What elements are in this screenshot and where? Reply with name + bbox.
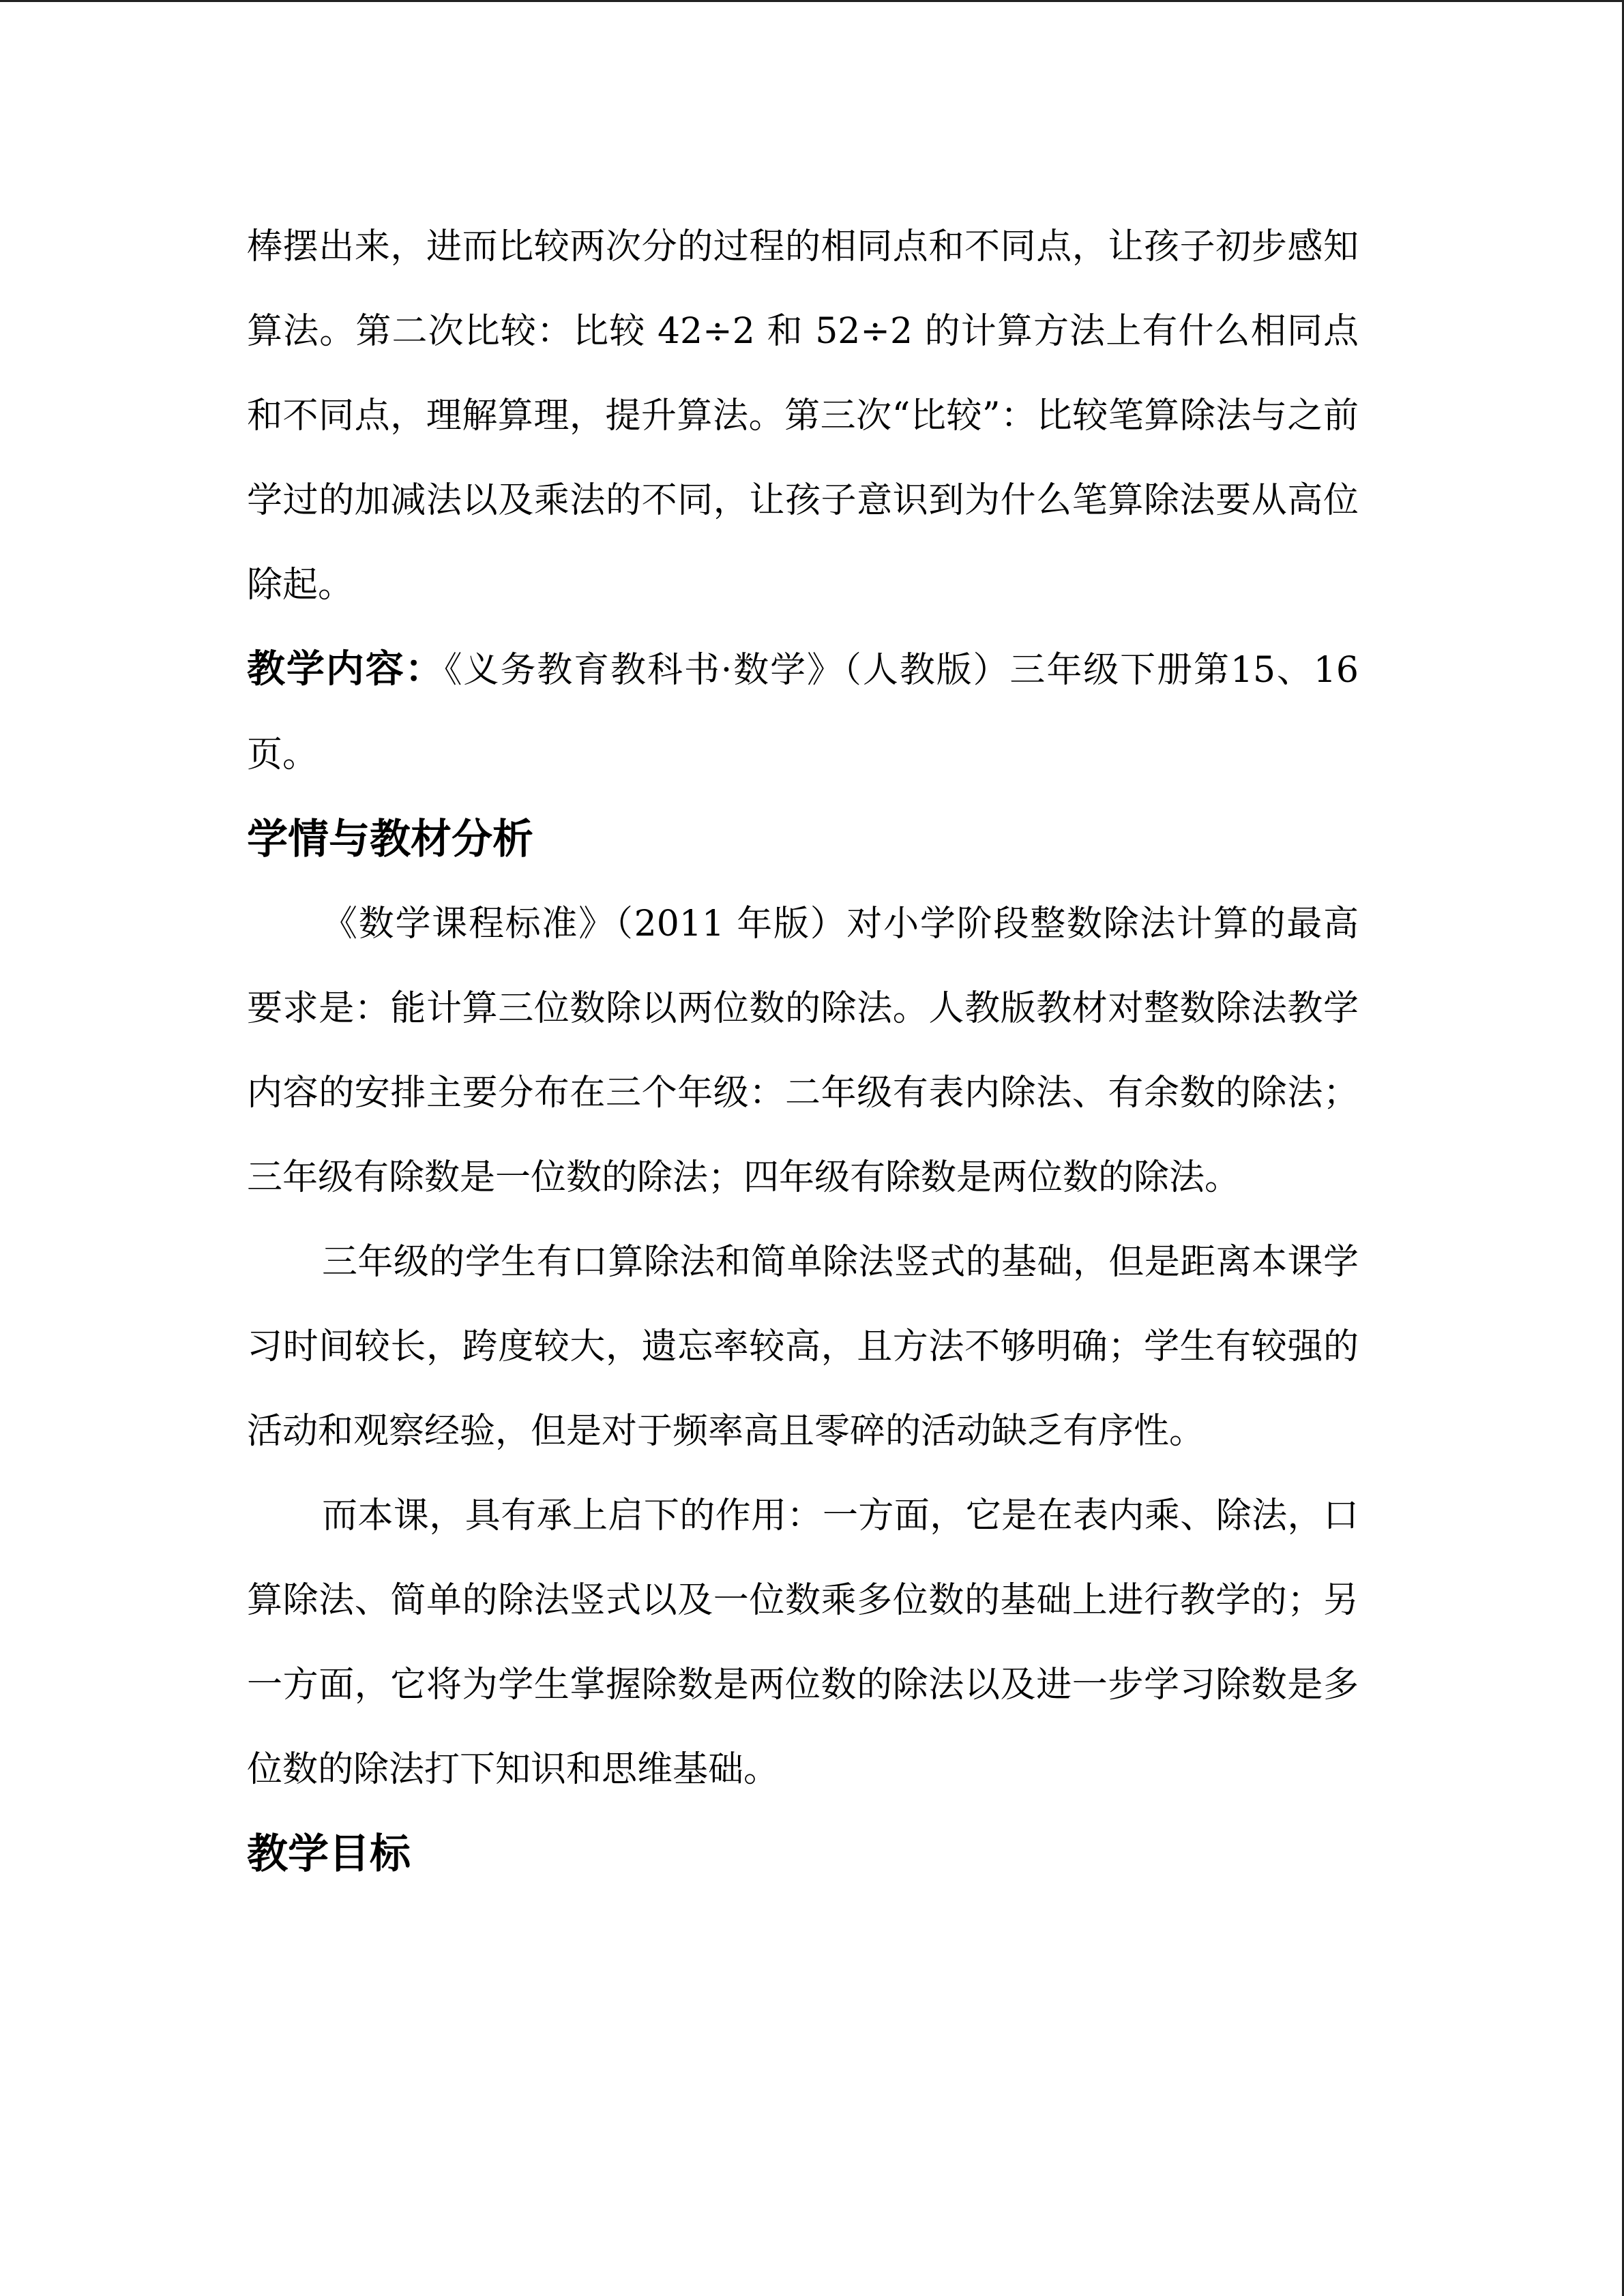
teaching-content-text: 《义务教育教科书·数学》（人教版）三年级下册第15、16 页。: [247, 650, 1359, 775]
document-body: [247, 205, 1359, 1896]
intro-paragraph: 棒摆出来，进而比较两次分的过程的相同点和不同点，让孩子初步感知算法。第二次比较：比较 42÷2 和 52÷2 的计算方法上有什么相同点和不同点，理解算理，提升算法。第三次“比较”：比较笔算除法与之前学过的加减法以及乘法的不同，让孩子意识到为什么笔算除法要从高位除起。: [247, 226, 1359, 606]
page-border-top: [0, 0, 1624, 2]
analysis-paragraph-1: 《数学课程标准》（2011 年版）对小学阶段整数除法计算的最高要求是：能计算三位数除以两位数的除法。人教版教材对整数除法教学内容的安排主要分布在三个年级：二年级有表内除法、有余数的除法；三年级有除数是一位数的除法；四年级有除数是两位数的除法。: [247, 904, 1359, 1198]
teaching-content: [247, 627, 1359, 797]
analysis-paragraph-3: 而本课，具有承上启下的作用：一方面，它是在表内乘、除法，口算除法、简单的除法竖式以及一位数乘多位数的基础上进行教学的；另一方面，它将为学生掌握除数是两位数的除法以及进一步学习除数是多位数的除法打下知识和思维基础。: [247, 1495, 1359, 1790]
analysis-paragraph-2: 三年级的学生有口算除法和简单除法竖式的基础，但是距离本课学习时间较长，跨度较大，遗忘率较高，且方法不够明确；学生有较强的活动和观察经验，但是对于频率高且零碎的活动缺乏有序性。: [247, 1242, 1359, 1452]
section-heading-analysis: 学情与教材分析: [247, 816, 533, 863]
teaching-content-label: 教学内容：: [247, 647, 445, 691]
section-heading-objectives: 教学目标: [247, 1830, 411, 1878]
